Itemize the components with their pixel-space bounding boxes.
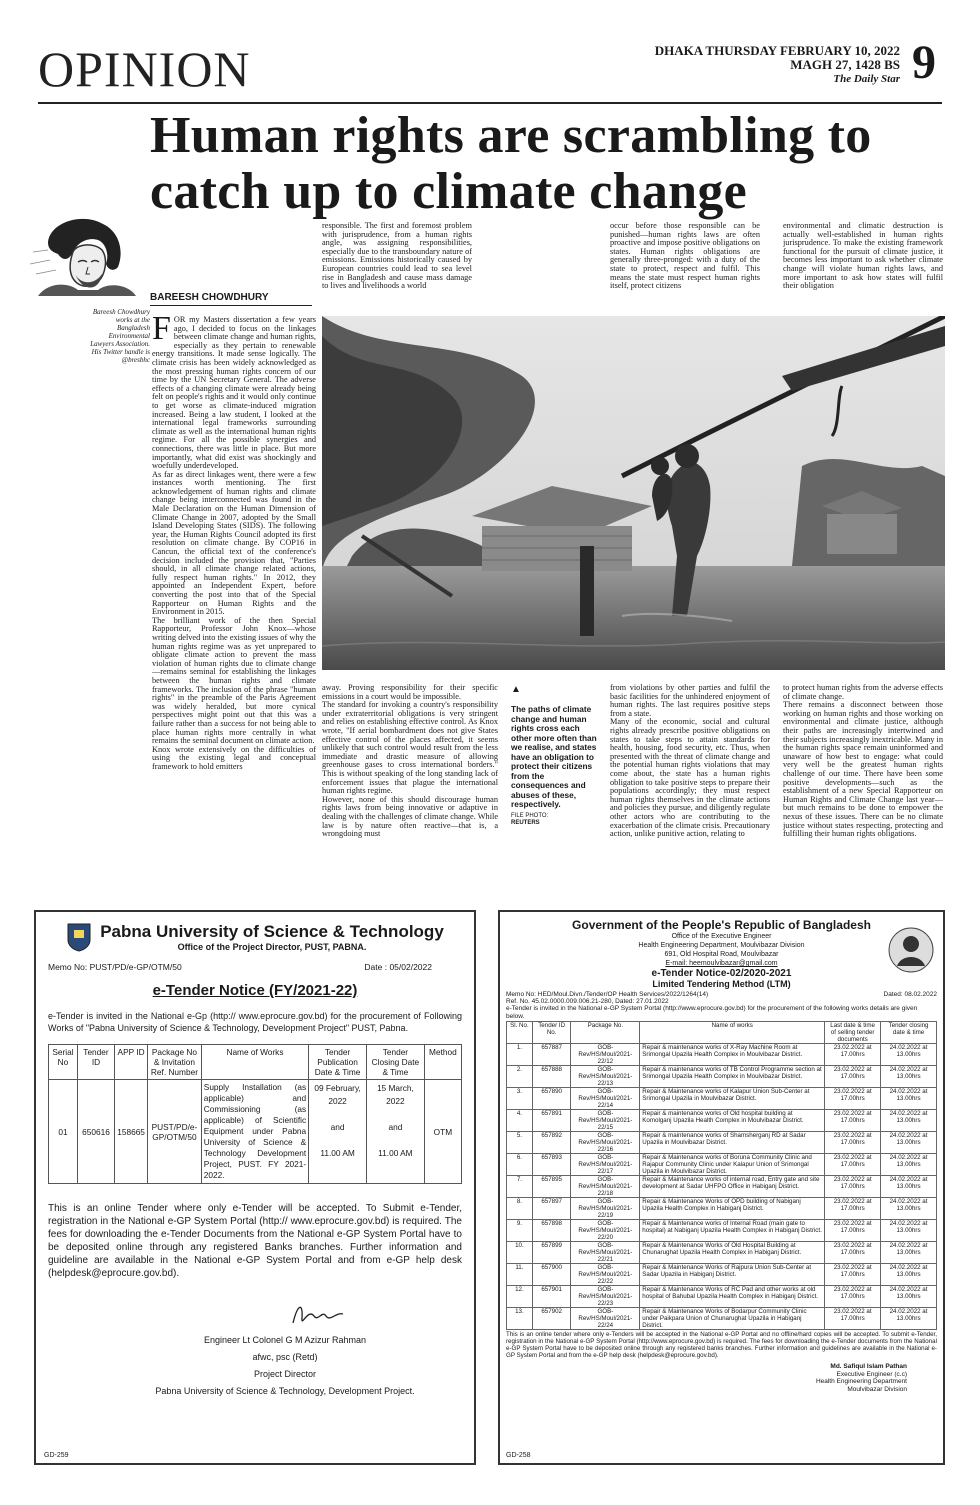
table-row bbox=[507, 1198, 937, 1220]
ad-gov-tender bbox=[498, 910, 945, 1465]
ad-gov-signature-block bbox=[506, 1363, 907, 1393]
cell-name: Repair & Maintenance Works of Old Hospital Building at Chunarughat Upazila Health Complex in Habiganj District. bbox=[640, 1242, 825, 1264]
table-row bbox=[507, 1088, 937, 1110]
column-top-3: occur before those responsible can be punished—human rights laws are often proactive and impose positive obligations on states. Human rights obligations are generally three-pronged: with a duty of the state to protect, respect and fulfil. This means the state must respect human rights itself, protect citizens bbox=[610, 222, 760, 291]
cell-sell: 23.02.2022 at 17.00hrs bbox=[825, 1264, 881, 1286]
table-header-row bbox=[49, 1045, 462, 1080]
cell-sell: 23.02.2022 at 17.00hrs bbox=[825, 1242, 881, 1264]
col-header: APP ID bbox=[115, 1045, 148, 1080]
table-row bbox=[507, 1308, 937, 1330]
dateline-bangla: MAGH 27, 1428 BS bbox=[790, 57, 900, 72]
cell-close: 24.02.2022 at 13.00hrs bbox=[881, 1264, 937, 1286]
cell-name: Repair & maintenance works of TB Control Programme section at Srimongal Upazila Health Complex in Moulvibazar District. bbox=[640, 1066, 825, 1088]
close-date: 15 March, 2022 bbox=[376, 1083, 414, 1106]
photo-caption: The paths of climate change and human rights cross each other more often than we realise, and states have an obligation to protect their citizens from the consequences and abuses of these, respectively. bbox=[511, 704, 597, 809]
cell-sell: 23.02.2022 at 17.00hrs bbox=[825, 1088, 881, 1110]
cell-publication bbox=[309, 1080, 367, 1184]
column-top-1: responsible. The first and foremost problem with jurisprudence, from a human rights angle, was assigning responsibilities, especially due to the transboundary nature of emissions. Emissions historically caused by European countries could lead to sea level rise in Bangladesh and cause mass damage to lives and livelihoods a world bbox=[322, 222, 472, 291]
gov-signer-title: Executive Engineer (c.c) bbox=[836, 1370, 907, 1378]
ad-code: GD-259 bbox=[44, 1452, 69, 1459]
cell-pkg: GOB-Rev/HS/Moul/2021-22/17 bbox=[571, 1154, 640, 1176]
cell-name: Repair & Maintenance works of Boruna Community Clinic and Rajapur Community Clinic under Kalapur Union of Srimongal Upazila in Moulvibazar District. bbox=[640, 1154, 825, 1176]
table-row bbox=[507, 1264, 937, 1286]
col-header: Method bbox=[424, 1045, 461, 1080]
cell-sl: 6. bbox=[507, 1154, 533, 1176]
ad-pust-notice-title: e-Tender Notice (FY/2021-22) bbox=[152, 982, 358, 999]
cell-sell: 23.02.2022 at 17.00hrs bbox=[825, 1198, 881, 1220]
header-rule bbox=[38, 102, 942, 104]
cell-package: PUST/PD/e-GP/OTM/50 bbox=[148, 1080, 202, 1184]
cell-pkg: GOB-Rev/HS/Moul/2021-22/22 bbox=[571, 1264, 640, 1286]
university-logo-icon bbox=[66, 922, 92, 952]
cell-sl: 2. bbox=[507, 1066, 533, 1088]
cell-pkg: GOB-Rev/HS/Moul/2021-22/16 bbox=[571, 1132, 640, 1154]
cell-sell: 23.02.2022 at 17.00hrs bbox=[825, 1286, 881, 1308]
table-row bbox=[49, 1080, 462, 1184]
ad-gov-header bbox=[506, 918, 937, 989]
ad-pust-subtitle: Office of the Project Director, PUST, PABNA. bbox=[177, 942, 367, 952]
col2-top-text: away. Proving responsibility for their specific emissions in a court would be impossible. bbox=[322, 684, 498, 701]
cell-sl: 10. bbox=[507, 1242, 533, 1264]
cell-pkg: GOB-Rev/HS/Moul/2021-22/13 bbox=[571, 1066, 640, 1088]
dateline bbox=[640, 44, 900, 86]
table-row bbox=[507, 1220, 937, 1242]
photo-credit bbox=[511, 813, 599, 827]
cell-sell: 23.02.2022 at 17.00hrs bbox=[825, 1110, 881, 1132]
author-portrait bbox=[28, 212, 140, 296]
dropcap: F bbox=[152, 316, 171, 347]
col-header: Last date & time of selling tender documents bbox=[825, 1022, 881, 1044]
col-header: Serial No bbox=[49, 1045, 78, 1080]
cell-name: Repair & Maintenance works of Kalapur Union Sub-Center at Srimongal Upazila in Moulvibazar District. bbox=[640, 1088, 825, 1110]
table-row bbox=[507, 1286, 937, 1308]
ad-pust-header bbox=[48, 922, 462, 952]
signature-icon bbox=[288, 1298, 348, 1332]
cell-sl: 7. bbox=[507, 1176, 533, 1198]
cell-app-id: 158665 bbox=[115, 1080, 148, 1184]
left-body-text: OR my Masters dissertation a few years ago, I decided to focus on the linkages between climate change and human rights, especially as they pertain to renewable energy transitions. It made sense logically. The climate crisis has been widely acknowledged as the most pressing human rights concern of our time by the UN Secretary General. The adverse effects of a changing climate were already being felt on people's rights and it would only continue to get worse as climate-induced migration increased. Being a law student, I looked at the international legal frameworks surrounding climate as well as the international human rights regime. For all the possible synergies and connections, there was little in place. But more importantly, what did exist was shockingly and woefully underdeveloped. As far as direct linkages went, there were a few instances worth mentioning. The first acknowledgement of human rights and climate change being interconnected was found in the Male Declaration on the Human Dimension of Climate Change in 2007, adopted by the Small Island Developing States (SIDS). The following year, the Human Rights Council adopted its first resolution on climate change. By COP16 in Cancun, the official text of the conference's decision included the provision that, "Parties should, in all climate change related actions, fully respect human rights." In 2012, they appointed an Independent Expert, before converting the post into that of the Special Rapporteur on Human Rights and the Environment in 2015. The brilliant work of the then Special Rapporteur, Professor John Knox—whose writing delved into the existing issues of why the human rights regime was as yet unprepared to obligate climate action to prevent the mass violation of human rights due to climate change—remains seminal for establishing the linkages between the human rights and climate frameworks. The inclusion of the phrase "human rights" in the preamble of the Paris Agreement was widely heralded, but more cynical perspectives might point out that this was a failure rather than a success for not being able to place human rights more centrally in what remains the seminal document on climate action. Knox wrote extensively on the difficulties of using the existing legal and conceptual framework to hold emitters bbox=[152, 316, 316, 771]
table-row bbox=[507, 1242, 937, 1264]
table-header-row bbox=[507, 1022, 937, 1044]
col-header: Name of works bbox=[640, 1022, 825, 1044]
gov-signer-dept: Health Engineering Department bbox=[815, 1378, 907, 1385]
ad-gov-line3: 691, Old Hospital Road, Moulvibazar bbox=[664, 951, 779, 958]
cell-name: Repair & maintenance works of X-Ray Machine Room at Srimongal Upazila Health Complex in Moulvibazar District. bbox=[640, 1044, 825, 1066]
col-header: Tender Closing Date & Time bbox=[366, 1045, 424, 1080]
col-header: Name of Works bbox=[201, 1045, 308, 1080]
cell-close: 24.02.2022 at 13.00hrs bbox=[881, 1132, 937, 1154]
ad-gov-table bbox=[506, 1021, 937, 1330]
cell-pkg: GOB-Rev/HS/Moul/2021-22/20 bbox=[571, 1220, 640, 1242]
headline: Human rights are scrambling to catch up to climate change bbox=[150, 107, 872, 220]
cell-name: Repair & Maintenance Works of OPD building of Nabiganj Upazila Health Complex in Habiganj District. bbox=[640, 1198, 825, 1220]
cell-sl: 1. bbox=[507, 1044, 533, 1066]
pub-time: 11.00 AM bbox=[320, 1148, 355, 1158]
cell-method: OTM bbox=[424, 1080, 461, 1184]
pub-date: 09 February, 2022 bbox=[314, 1083, 361, 1106]
cell-sl: 13. bbox=[507, 1308, 533, 1330]
ad-pust-intro: e-Tender is invited in the National e-Gp (http:// www.eprocure.gov.bd) for the procurement of Following Works of "Pabna University of Science & Technology, Development Project" PUST, Pabna. bbox=[48, 1011, 462, 1033]
col-header: Tender closing date & time bbox=[881, 1022, 937, 1044]
cell-sl: 5. bbox=[507, 1132, 533, 1154]
ad-gov-dated: Dated: 08.02.2022 bbox=[883, 991, 937, 998]
cell-pkg: GOB-Rev/HS/Moul/2021-22/23 bbox=[571, 1286, 640, 1308]
cell-id: 657900 bbox=[532, 1264, 571, 1286]
ad-pust-signature-block bbox=[108, 1332, 462, 1400]
cell-sell: 23.02.2022 at 17.00hrs bbox=[825, 1044, 881, 1066]
ad-gov-email: E-mail: heemoulvibazar@gmail.com bbox=[665, 960, 778, 967]
ad-gov-line1: Office of the Executive Engineer bbox=[671, 933, 772, 940]
col-header: Tender ID bbox=[77, 1045, 114, 1080]
photo-credit-label: FILE PHOTO: bbox=[511, 813, 549, 819]
cell-id: 657902 bbox=[532, 1308, 571, 1330]
cell-id: 657892 bbox=[532, 1132, 571, 1154]
cell-close: 24.02.2022 at 13.00hrs bbox=[881, 1066, 937, 1088]
cell-sl: 9. bbox=[507, 1220, 533, 1242]
cell-sl: 11. bbox=[507, 1264, 533, 1286]
cell-close: 24.02.2022 at 13.00hrs bbox=[881, 1220, 937, 1242]
cell-close: 24.02.2022 at 13.00hrs bbox=[881, 1286, 937, 1308]
cell-pkg: GOB-Rev/HS/Moul/2021-22/19 bbox=[571, 1198, 640, 1220]
signer-title: Project Director bbox=[253, 1369, 316, 1379]
section-title: OPINION bbox=[38, 41, 251, 97]
table-row bbox=[507, 1176, 937, 1198]
masthead: The Daily Star bbox=[833, 73, 900, 85]
gov-signer-div: Moulvibazar Division bbox=[847, 1385, 907, 1393]
cell-close: 24.02.2022 at 13.00hrs bbox=[881, 1154, 937, 1176]
cell-pkg: GOB-Rev/HS/Moul/2021-22/18 bbox=[571, 1176, 640, 1198]
ad-gov-intro: e-Tender is invited in the National e-GP System Portal (http://www.eprocure.gov.bd) for the procurement of the following works details are given below. bbox=[506, 1005, 918, 1020]
signer-quals: afwc, psc (Retd) bbox=[252, 1352, 318, 1362]
cell-serial: 01 bbox=[49, 1080, 78, 1184]
cell-close: 24.02.2022 at 13.00hrs bbox=[881, 1088, 937, 1110]
table-row bbox=[507, 1132, 937, 1154]
author-bio: Bareesh Chowdhury works at the Bangladesh Environmental Lawyers Association. His Twitter handle is @bresbhc bbox=[90, 308, 150, 364]
column-mid-1 bbox=[322, 684, 498, 892]
table-row bbox=[507, 1066, 937, 1088]
cell-name: Repair & Maintenance works of internal road, Entry gate and site development at Sadar UHFPO Office in Habiganj District. bbox=[640, 1176, 825, 1198]
column-mid-3: from violations by other parties and fulfil the basic facilities for the unhindered enjoyment of human rights. The last requires positive steps from a state. Many of the economic, social and cultural rights already prescribe positive obligations on states to take steps to attain standards for health, housing, food security, etc. Thus, when presented with the threat of climate change and the potential human rights violations that may come about, the state has a human rights obligation to take positive steps to prepare their populations accordingly; they must respect human rights themselves in the climate actions and policies they pursue, and diligently regulate other actors who are contributing to the exacerbation of the climate crisis. Precautionary action, unlike punitive action, relating to bbox=[610, 684, 770, 839]
cell-pkg: GOB-Rev/HS/Moul/2021-22/21 bbox=[571, 1242, 640, 1264]
cell-name: Repair & Maintenance works of Internal Road (main gate to hospital) at Nabiganj Upazila Health Complex in Habiganj District. bbox=[640, 1220, 825, 1242]
cell-sell: 23.02.2022 at 17.00hrs bbox=[825, 1132, 881, 1154]
cell-sell: 23.02.2022 at 17.00hrs bbox=[825, 1176, 881, 1198]
ad-pust-title: Pabna University of Science & Technology bbox=[100, 922, 444, 941]
flood-photo bbox=[322, 316, 945, 670]
cell-pkg: GOB-Rev/HS/Moul/2021-22/12 bbox=[571, 1044, 640, 1066]
cell-name: Repair & Maintenance Works of Bodarpur Community Clinic under Paikpara Union of Chunarughat Upazila in Habiganj District. bbox=[640, 1308, 825, 1330]
cell-close: 24.02.2022 at 13.00hrs bbox=[881, 1044, 937, 1066]
ad-pust-table bbox=[48, 1044, 462, 1184]
ad-gov-line2: Health Engineering Department, Moulvibazar Division bbox=[638, 942, 805, 949]
ad-pust-memo: Memo No: PUST/PD/e-GP/OTM/50 bbox=[48, 962, 182, 972]
cell-id: 657895 bbox=[532, 1176, 571, 1198]
cell-close: 24.02.2022 at 13.00hrs bbox=[881, 1110, 937, 1132]
pub-and: and bbox=[330, 1122, 345, 1132]
cell-sl: 4. bbox=[507, 1110, 533, 1132]
table-row bbox=[507, 1154, 937, 1176]
cell-pkg: GOB-Rev/HS/Moul/2021-22/24 bbox=[571, 1308, 640, 1330]
cell-close: 24.02.2022 at 13.00hrs bbox=[881, 1176, 937, 1198]
cell-name: Repair & maintenance works of Old hospital building at Komolganj Upazila Health Complex in Moulvibazar District. bbox=[640, 1110, 825, 1132]
ad-pust-tender bbox=[34, 910, 476, 1465]
signer-org: Pabna University of Science & Technology, Development Project. bbox=[155, 1386, 415, 1396]
ad-pust-date: Date : 05/02/2022 bbox=[364, 962, 432, 972]
cell-id: 657899 bbox=[532, 1242, 571, 1264]
ad-gov-memo: Memo No: HED/Moul.Divn./Tender/OP Health Services/2022/1264(14) bbox=[506, 991, 709, 998]
col-header: Tender Publication Date & Time bbox=[309, 1045, 367, 1080]
gov-signer-name: Md. Safiqul Islam Pathan bbox=[830, 1363, 907, 1370]
cell-id: 657890 bbox=[532, 1088, 571, 1110]
caption-triangle-icon: ▲ bbox=[511, 684, 521, 695]
cell-pkg: GOB-Rev/HS/Moul/2021-22/15 bbox=[571, 1110, 640, 1132]
cell-id: 657888 bbox=[532, 1066, 571, 1088]
cell-id: 657898 bbox=[532, 1220, 571, 1242]
cell-id: 657891 bbox=[532, 1110, 571, 1132]
col-header: Package No & Invitation Ref. Number bbox=[148, 1045, 202, 1080]
cell-name: Repair & maintenance works of Shamsherganj RD at Sadar Upazila in Moulvibazar District. bbox=[640, 1132, 825, 1154]
close-and: and bbox=[388, 1122, 403, 1132]
cell-tender-id: 650616 bbox=[77, 1080, 114, 1184]
cell-sl: 8. bbox=[507, 1198, 533, 1220]
cell-sell: 23.02.2022 at 17.00hrs bbox=[825, 1066, 881, 1088]
ad-code: GD-258 bbox=[506, 1452, 531, 1459]
cell-name: Repair & Maintenance Works of Rajpura Union Sub-Center at Sadar Upazila in Habiganj District. bbox=[640, 1264, 825, 1286]
ad-pust-footer: This is an online Tender where only e-Tender will be accepted. To Submit e-Tender, registration in the National e-GP System Portal (http:// www.eprocure.gov.bd) is required. The fees for downloading the e-Tender Documents from the National e-GP System Portal have to be deposited online through any registered Banks branches. Further information and guideline are available in the National e-GP System Portal and from e-GP help desk (helpdesk@eprocure.gov.bd). bbox=[48, 1203, 462, 1279]
signer-name: Engineer Lt Colonel G M Azizur Rahman bbox=[203, 1335, 367, 1345]
portrait-seal-icon bbox=[887, 926, 935, 974]
ad-gov-title: Government of the People's Republic of Bangladesh bbox=[572, 918, 871, 932]
page-number: 9 bbox=[912, 36, 936, 89]
cell-id: 657893 bbox=[532, 1154, 571, 1176]
col-header: Package No. bbox=[571, 1022, 640, 1044]
ad-gov-footer: This is an online tender where only e-Tenders will be accepted in the National e-GP Portal and no offline/hard copies will be accepted. To submit e-Tender, registration in the National e-GP System Portal (http://www.eprocure.gov.bd) is required. The fees for downloading the e-Tender documents from the National e-GP System Portal have to be deposited online through any registered banks branches. Further information and guidelines are available in the National e-GP System Portal and from the e-GP help desk (helpdesk@eprocure.gov.bd). bbox=[506, 1331, 937, 1359]
table-row bbox=[507, 1110, 937, 1132]
cell-works: Supply Installation (as applicable) and Commissioning (as applicable) of Scientific Equipment under Pabna University of Science & Technology Development Project, PUST. FY 2021-2022. bbox=[201, 1080, 308, 1184]
table-row bbox=[507, 1044, 937, 1066]
ad-gov-notice-title: e-Tender Notice-02/2020-2021 bbox=[651, 968, 792, 979]
cell-sell: 23.02.2022 at 17.00hrs bbox=[825, 1308, 881, 1330]
cell-sell: 23.02.2022 at 17.00hrs bbox=[825, 1154, 881, 1176]
cell-id: 657887 bbox=[532, 1044, 571, 1066]
dateline-date: DHAKA THURSDAY FEBRUARY 10, 2022 bbox=[654, 43, 900, 58]
byline: BAREESH CHOWDHURY bbox=[150, 292, 312, 306]
cell-pkg: GOB-Rev/HS/Moul/2021-22/14 bbox=[571, 1088, 640, 1110]
close-time: 11.00 AM bbox=[378, 1148, 413, 1158]
photo-credit-source: REUTERS bbox=[511, 820, 540, 826]
cell-close: 24.02.2022 at 13.00hrs bbox=[881, 1198, 937, 1220]
cell-close: 24.02.2022 at 13.00hrs bbox=[881, 1308, 937, 1330]
cell-sl: 3. bbox=[507, 1088, 533, 1110]
ad-gov-ref: Ref. No. 45.02.0000.009.006.21-280, Dated: 27.01.2022 bbox=[506, 998, 669, 1005]
ad-gov-method: Limited Tendering Method (LTM) bbox=[652, 979, 791, 989]
cell-closing bbox=[366, 1080, 424, 1184]
col2-body-text: The standard for invoking a country's responsibility under extraterritorial obligations is very stringent and relies on establishing effective control. As Knox wrote, "If aerial bombardment does not give States effective control of the places affected, it seems unlikely that such control would result from the less immediate and drastic measure of allowing greenhouse gases to cross international borders." This is without speaking of the long standing lack of enforcement issues that plague the international human rights regime. However, none of this should discourage human rights laws from being innovative or adaptive in dealing with the challenges of climate change. While law is by nature often reactive—that is, a wrongdoing must bbox=[322, 700, 498, 839]
cell-id: 657897 bbox=[532, 1198, 571, 1220]
cell-name: Repair & Maintenance Works of RC Pad and other works at old hospital of Bahubal Upazila Health Complex in Habiganj District. bbox=[640, 1286, 825, 1308]
cell-sell: 23.02.2022 at 17.00hrs bbox=[825, 1220, 881, 1242]
col-header: Tender ID No. bbox=[532, 1022, 571, 1044]
cell-id: 657901 bbox=[532, 1286, 571, 1308]
cell-sl: 12. bbox=[507, 1286, 533, 1308]
column-mid-4: to protect human rights from the adverse effects of climate change. There remains a disconnect between those working on human rights and those working on environmental and climate justice, although their paths are increasingly intertwined and their subjects increasingly inextricable. Many in the human rights space remain uninformed and unaware of how best to engage: what could very well be the greatest human rights challenge of our time. There have been some positive developments—such as the establishment of a new Special Rapporteur on Human Rights and Climate Change last year—but much remains to be done to empower the nexus of these issues. There can be no climate justice without states respecting, protecting and fulfilling their human rights obligations. bbox=[783, 684, 943, 839]
column-left-body bbox=[152, 316, 316, 892]
column-top-4: environmental and climatic destruction is actually well-established in human rights jurisprudence. To make the existing framework functional for the pursuit of climate justice, it becomes less important to ask whether climate change will violate human rights laws, and more important to ask how states will fulfil their obligation bbox=[783, 222, 943, 291]
cell-close: 24.02.2022 at 13.00hrs bbox=[881, 1242, 937, 1264]
col-header: Sl. No. bbox=[507, 1022, 533, 1044]
